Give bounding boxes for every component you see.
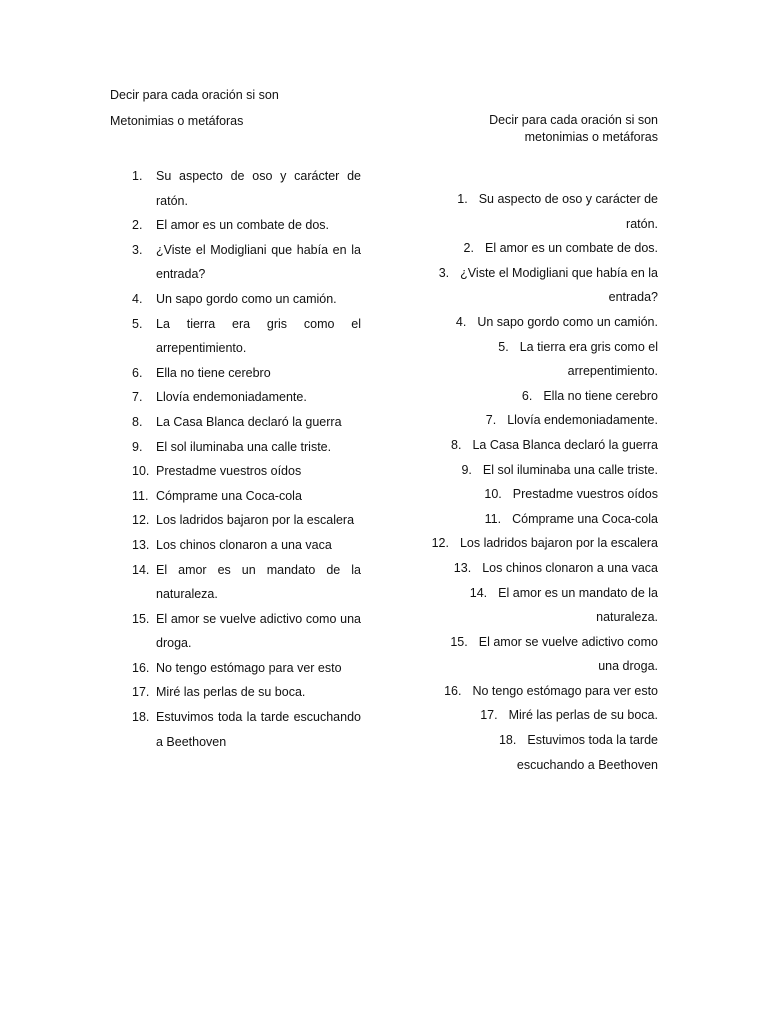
item-number: 18.	[498, 733, 517, 748]
left-title-line-1: Decir para cada oración si son	[110, 88, 279, 102]
item-text: Miré las perlas de su boca.	[508, 708, 658, 723]
list-line	[420, 359, 658, 384]
list-item	[110, 361, 361, 386]
item-number: 9.	[461, 462, 472, 477]
item-text: La Casa Blanca declaró la guerra	[472, 437, 658, 452]
item-text: Los chinos clonaron a una vaca	[482, 560, 658, 575]
item-text: arrepentimiento.	[567, 364, 658, 379]
item-number: 15.	[132, 611, 150, 626]
item-number: 2.	[132, 218, 143, 233]
list-line	[420, 679, 658, 704]
list-line	[420, 335, 658, 360]
item-number: 11.	[132, 488, 149, 503]
list-item	[110, 213, 361, 238]
list-item	[110, 287, 361, 312]
item-number: 14.	[132, 562, 150, 577]
list-line	[420, 285, 658, 310]
item-number: 5.	[498, 339, 509, 354]
item-text: Llovía endemoniadamente.	[507, 413, 658, 428]
list-line	[420, 556, 658, 581]
list-line	[420, 703, 658, 728]
item-number: 6.	[132, 365, 143, 380]
item-text: Miré las perlas de su boca.	[156, 685, 306, 700]
list-item	[110, 459, 361, 484]
item-text: Estuvimos toda la tarde	[527, 733, 658, 748]
item-text: Llovía endemoniadamente.	[156, 390, 307, 405]
right-title-line-2: metonimias o metáforas	[524, 130, 658, 144]
list-line	[420, 310, 658, 335]
item-text: Estuvimos toda la tarde escuchando a Beethoven	[156, 710, 361, 749]
item-number: 18.	[132, 710, 150, 725]
list-item	[110, 312, 361, 361]
list-line	[420, 753, 658, 778]
item-number: 2.	[463, 241, 474, 256]
item-text: ¿Viste el Modigliani que había en la	[460, 265, 658, 280]
item-text: Su aspecto de oso y carácter de ratón.	[156, 169, 361, 208]
list-line	[420, 458, 658, 483]
item-text: Su aspecto de oso y carácter de	[478, 192, 658, 206]
item-number: 12.	[132, 513, 150, 528]
item-number: 3.	[132, 242, 143, 257]
list-line	[420, 482, 658, 507]
item-text: El amor se vuelve adictivo como	[478, 634, 658, 649]
list-line	[420, 581, 658, 606]
item-text: Cómprame una Coca-cola	[512, 511, 658, 526]
item-text: Prestadme vuestros oídos	[512, 487, 658, 502]
item-number: 8.	[132, 414, 143, 429]
item-text: El amor es un mandato de la naturaleza.	[156, 562, 361, 602]
list-item	[110, 410, 361, 435]
list-line	[420, 236, 658, 261]
item-number: 16.	[444, 683, 462, 698]
item-text: Ella no tiene cerebro	[543, 388, 658, 403]
item-text: El amor es un combate de dos.	[484, 241, 658, 256]
item-text: El sol iluminaba una calle triste.	[156, 439, 332, 454]
item-number: 7.	[132, 390, 143, 405]
list-item	[110, 533, 361, 558]
list-item	[110, 607, 361, 656]
item-number: 4.	[455, 314, 467, 329]
list-line	[420, 605, 658, 630]
item-text: La tierra era gris como el	[519, 339, 658, 354]
item-number: 13.	[453, 560, 472, 575]
list-item	[110, 656, 361, 681]
left-title-line-2: Metonimias o metáforas	[110, 114, 244, 128]
list-line	[420, 728, 658, 753]
item-text: El sol iluminaba una calle triste.	[482, 462, 658, 477]
item-text: El amor es un combate de dos.	[156, 218, 330, 233]
right-sentence-list	[420, 187, 658, 777]
item-number: 8.	[451, 437, 462, 452]
item-number: 17.	[480, 708, 498, 723]
list-item	[110, 705, 361, 754]
list-line	[420, 630, 658, 655]
item-text: El amor es un mandato de la	[498, 585, 658, 600]
item-text: Ella no tiene cerebro	[156, 365, 271, 380]
list-line	[420, 531, 658, 556]
item-text: La tierra era gris como el arrepentimiento.	[156, 316, 361, 356]
item-text: Los ladridos bajaron por la escalera	[459, 536, 658, 551]
item-number: 3.	[438, 265, 450, 280]
item-number: 13.	[132, 537, 150, 552]
item-text: ratón.	[626, 216, 658, 231]
item-number: 11.	[484, 511, 502, 526]
item-text: El amor se vuelve adictivo como una droga.	[156, 611, 361, 651]
list-item	[110, 164, 361, 213]
item-text: Prestadme vuestros oídos	[156, 464, 302, 479]
item-number: 15.	[450, 634, 468, 649]
list-line	[420, 212, 658, 237]
item-text: Los chinos clonaron a una vaca	[156, 537, 332, 552]
list-line	[420, 261, 658, 286]
list-item	[110, 238, 361, 287]
item-number: 1.	[457, 192, 468, 206]
list-item	[110, 385, 361, 410]
item-text: entrada?	[608, 290, 658, 305]
left-sentence-list	[110, 164, 361, 754]
item-text: escuchando a Beethoven	[516, 757, 658, 772]
item-text: una droga.	[598, 659, 658, 674]
item-number: 1.	[132, 169, 143, 183]
item-text: No tengo estómago para ver esto	[472, 683, 658, 698]
list-line	[420, 384, 658, 409]
item-number: 6.	[521, 388, 533, 403]
item-number: 10.	[484, 487, 502, 502]
list-line	[420, 654, 658, 679]
item-number: 4.	[132, 291, 143, 306]
list-item	[110, 484, 361, 509]
item-text: No tengo estómago para ver esto	[156, 660, 342, 675]
item-number: 16.	[132, 660, 150, 675]
list-item	[110, 435, 361, 460]
right-title-line-1: Decir para cada oración si son	[489, 113, 658, 127]
item-number: 9.	[132, 439, 143, 454]
item-number: 12.	[431, 536, 449, 551]
right-column	[420, 112, 658, 772]
item-text: Cómprame una Coca-cola	[156, 488, 302, 503]
list-line	[420, 187, 658, 212]
item-text: La Casa Blanca declaró la guerra	[156, 414, 342, 429]
item-number: 5.	[132, 316, 143, 331]
item-number: 17.	[132, 685, 150, 700]
item-text: Los ladridos bajaron por la escalera	[156, 513, 355, 528]
right-title	[420, 112, 658, 146]
list-item	[110, 680, 361, 705]
item-text: Un sapo gordo como un camión.	[477, 314, 658, 329]
item-number: 10.	[132, 464, 150, 479]
item-text: ¿Viste el Modigliani que había en la entrada?	[156, 242, 361, 282]
list-line	[420, 433, 658, 458]
list-line	[420, 507, 658, 532]
list-item	[110, 508, 361, 533]
item-text: naturaleza.	[596, 610, 658, 625]
item-number: 14.	[469, 585, 488, 600]
list-item	[110, 558, 361, 607]
list-line	[420, 408, 658, 433]
item-text: Un sapo gordo como un camión.	[156, 291, 337, 306]
item-number: 7.	[485, 413, 497, 428]
